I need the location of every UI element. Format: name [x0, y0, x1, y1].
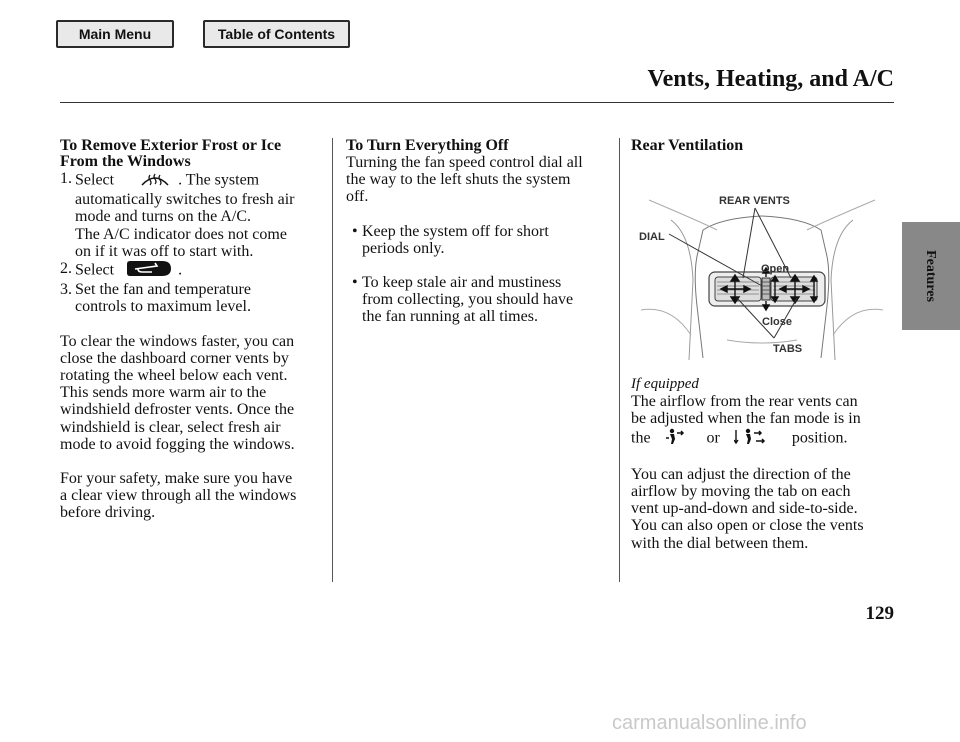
text-line: a clear view through all the windows: [60, 487, 297, 505]
heading-line: From the Windows: [60, 153, 191, 170]
text-line: be adjusted when the fan mode is in: [631, 410, 861, 428]
paragraph-turn-off: [346, 154, 614, 206]
figure-label-dial: DIAL: [639, 231, 665, 243]
paragraph-adjust-direction: [631, 466, 896, 552]
step-number: 3.: [60, 281, 72, 299]
text-line: You can also open or close the vents: [631, 517, 864, 535]
text-line: [631, 428, 896, 449]
step-text: mode and turns on the A/C.: [75, 208, 251, 226]
text-line: before driving.: [60, 504, 156, 522]
paragraph-clear-faster: [60, 333, 328, 453]
text-line: The airflow from the rear vents can: [631, 393, 858, 411]
text-line: windshield defroster vents. Once the: [60, 401, 295, 419]
bullet-item: [346, 223, 614, 257]
step-1: [60, 170, 328, 260]
text-line: To keep stale air and mustiness: [362, 274, 562, 292]
step-text: Select: [75, 261, 115, 279]
column-turn-off: [346, 138, 614, 326]
section-heading-turn-off: To Turn Everything Off: [346, 137, 509, 154]
column-divider: [332, 138, 333, 582]
text-line: mode to avoid fogging the windows.: [60, 435, 295, 453]
page-number: 129: [865, 603, 894, 624]
step-text: controls to maximum level.: [75, 298, 251, 316]
figure-label-close: Close: [762, 316, 792, 328]
section-heading-rear-ventilation: Rear Ventilation: [631, 137, 744, 154]
step-number: 1.: [60, 170, 72, 187]
text-line: the way to the left shuts the system: [346, 171, 571, 189]
text-line: vent up-and-down and side-to-side.: [631, 500, 858, 518]
column-divider: [619, 138, 620, 582]
bullet-marker: •: [352, 222, 358, 240]
text-line: Turning the fan speed control dial all: [346, 154, 583, 171]
figure-caption: If equipped: [631, 376, 699, 392]
heading-line: To Remove Exterior Frost or Ice: [60, 137, 282, 154]
text-line: airflow by moving the tab on each: [631, 483, 851, 501]
step-text: automatically switches to fresh air: [75, 191, 295, 209]
windshield-defrost-icon: [140, 170, 170, 191]
figure-label-tabs: TABS: [773, 343, 803, 355]
text-line: with the dial between them.: [631, 534, 809, 552]
section-tab-label: Features: [923, 250, 938, 302]
bullet-item: [346, 274, 614, 326]
text-line: from collecting, you should have: [362, 291, 574, 309]
figure-label-open: Open: [761, 263, 790, 275]
text-fragment: position.: [791, 428, 848, 446]
step-text: Set the fan and temperature: [75, 281, 251, 299]
text-fragment: or: [706, 428, 720, 446]
text-line: You can adjust the direction of the: [631, 465, 851, 483]
column-frost-removal: [60, 138, 328, 522]
text-line: Keep the system off for short: [362, 222, 549, 240]
step-text: .: [178, 261, 183, 279]
page-title: Vents, Heating, and A/C: [647, 66, 894, 92]
text-line: close the dashboard corner vents by: [60, 349, 289, 367]
step-2: [60, 260, 328, 281]
step-number: 2.: [60, 260, 72, 278]
step-text: . The system: [178, 171, 260, 189]
figure-label-rear-vents: REAR VENTS: [719, 195, 790, 207]
text-line: For your safety, make sure you have: [60, 470, 293, 488]
bullet-marker: •: [352, 274, 358, 292]
rear-vents-illustration: [631, 160, 893, 368]
watermark: carmanualsonline.info: [612, 712, 807, 734]
paragraph-airflow: [631, 393, 896, 449]
paragraph-safety: [60, 470, 328, 522]
vent-mode-icon: [665, 428, 685, 449]
step-text: on if it was off to start with.: [75, 242, 254, 260]
step-text: The A/C indicator does not come: [75, 225, 287, 243]
fresh-air-mode-icon: [126, 260, 172, 281]
step-text: Select: [75, 171, 115, 189]
text-line: off.: [346, 188, 369, 206]
text-line: windshield is clear, select fresh air: [60, 418, 281, 436]
text-line: the fan running at all times.: [362, 308, 538, 326]
section-heading-frost: [60, 138, 328, 170]
column-rear-ventilation: [631, 138, 896, 552]
text-line: rotating the wheel below each vent.: [60, 367, 288, 385]
step-3: [60, 281, 328, 315]
text-line: periods only.: [362, 239, 445, 257]
text-line: This sends more warm air to the: [60, 384, 267, 402]
text-line: To clear the windows faster, you can: [60, 332, 295, 350]
main-menu-button[interactable]: Main Menu: [56, 20, 174, 48]
table-of-contents-button[interactable]: Table of Contents: [203, 20, 350, 48]
bi-level-mode-icon: [734, 428, 768, 449]
text-fragment: the: [631, 428, 651, 446]
title-divider: [60, 102, 894, 103]
